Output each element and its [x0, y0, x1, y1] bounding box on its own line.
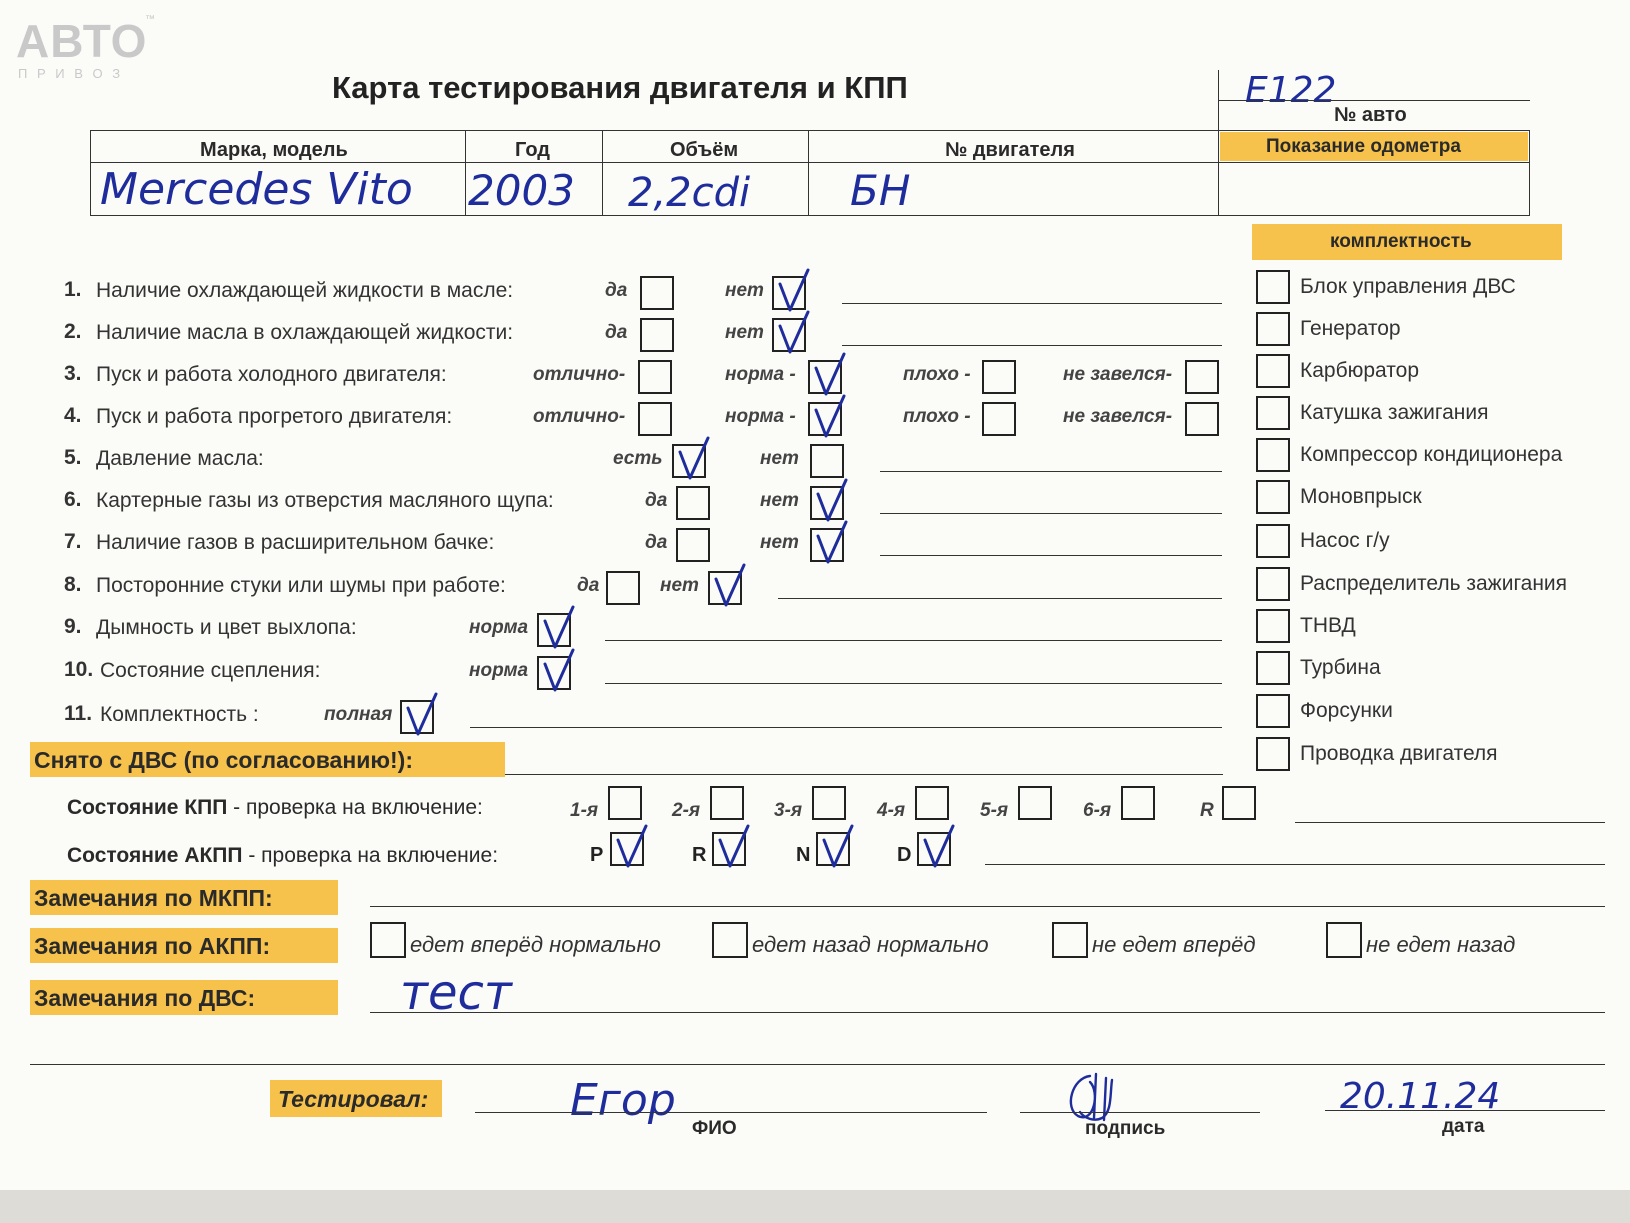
- question-5-option-label-2: нет: [760, 448, 799, 469]
- completeness-item-label-11: Форсунки: [1300, 699, 1393, 722]
- akpp-remark-box-3[interactable]: [1052, 922, 1088, 958]
- volume-value[interactable]: 2,2cdi: [628, 170, 751, 216]
- completeness-item-label-9: ТНВД: [1300, 614, 1356, 637]
- question-3-option-label-1: отлично-: [533, 364, 626, 385]
- odometer-label: Показание одометра: [1266, 136, 1461, 157]
- question-6-notes-line[interactable]: [880, 513, 1222, 514]
- completeness-checkbox-8[interactable]: [1256, 567, 1290, 601]
- completeness-item-label-4: Катушка зажигания: [1300, 401, 1489, 424]
- question-4-option-label-3: плохо -: [903, 406, 971, 427]
- question-7-option-label-2: нет: [760, 532, 799, 553]
- date-label: дата: [1442, 1116, 1485, 1137]
- question-2-option-box-1[interactable]: [640, 318, 674, 352]
- kpp-gear-box-2[interactable]: [710, 786, 744, 820]
- completeness-item-label-1: Блок управления ДВС: [1300, 275, 1516, 298]
- paper-bottom-edge: [0, 1190, 1630, 1223]
- question-5-option-label-1: есть: [613, 448, 663, 469]
- kpp-gear-box-1[interactable]: [608, 786, 642, 820]
- question-6-option-label-2: нет: [760, 490, 799, 511]
- question-3-option-label-2: норма -: [725, 364, 796, 385]
- removed-line[interactable]: [505, 774, 1223, 775]
- akpp-remark-box-1[interactable]: [370, 922, 406, 958]
- completeness-checkbox-7[interactable]: [1256, 524, 1290, 558]
- removed-label: Снято с ДВС (по согласованию!):: [34, 747, 413, 773]
- question-9-notes-line[interactable]: [605, 640, 1222, 641]
- col-volume: Объём: [670, 139, 739, 161]
- question-2-notes-line[interactable]: [842, 345, 1222, 346]
- question-2-option-label-2: нет: [725, 322, 764, 343]
- completeness-checkbox-10[interactable]: [1256, 651, 1290, 685]
- question-7-option-box-1[interactable]: [676, 528, 710, 562]
- kpp-gear-label-7: R: [1200, 800, 1214, 821]
- question-3-option-box-4[interactable]: [1185, 360, 1219, 394]
- question-4-option-box-1[interactable]: [638, 402, 672, 436]
- question-4-option-box-3[interactable]: [982, 402, 1016, 436]
- make-model-value[interactable]: Mercedes Vito: [100, 164, 413, 215]
- fio-label: ФИО: [692, 1118, 737, 1139]
- question-number-1: 1.: [64, 278, 82, 301]
- logo-text: АВТО: [16, 15, 148, 67]
- question-8-option-label-2: нет: [660, 575, 699, 596]
- completeness-item-label-7: Насос г/у: [1300, 529, 1390, 552]
- question-1-option-label-1: да: [605, 280, 628, 301]
- completeness-item-label-8: Распределитель зажигания: [1300, 572, 1568, 595]
- auto-number-label: № авто: [1334, 104, 1407, 126]
- question-text-8: Посторонние стуки или шумы при работе:: [96, 574, 506, 597]
- completeness-checkbox-4[interactable]: [1256, 396, 1290, 430]
- question-text-10: Состояние сцепления:: [100, 659, 321, 682]
- question-7-notes-line[interactable]: [880, 555, 1222, 556]
- completeness-item-label-6: Моновпрыск: [1300, 485, 1422, 508]
- question-5-notes-line[interactable]: [880, 471, 1222, 472]
- completeness-item-label-12: Проводка двигателя: [1300, 742, 1498, 765]
- year-value[interactable]: 2003: [468, 166, 575, 215]
- question-number-7: 7.: [64, 530, 82, 553]
- question-6-option-box-1[interactable]: [676, 486, 710, 520]
- question-1-option-box-1[interactable]: [640, 276, 674, 310]
- akpp-remark-box-4[interactable]: [1326, 922, 1362, 958]
- signature-label: подпись: [1085, 1118, 1166, 1139]
- question-number-2: 2.: [64, 320, 82, 343]
- question-10-notes-line[interactable]: [605, 683, 1222, 684]
- akpp-gear-label-1: P: [590, 844, 604, 866]
- question-text-1: Наличие охлаждающей жидкости в масле:: [96, 279, 514, 302]
- question-number-11: 11.: [64, 702, 93, 725]
- question-number-4: 4.: [64, 404, 82, 427]
- kpp-title: Состояние КПП - проверка на включение:: [67, 796, 483, 819]
- completeness-checkbox-1[interactable]: [1256, 270, 1290, 304]
- question-text-4: Пуск и работа прогретого двигателя:: [96, 405, 453, 428]
- question-text-11: Комплектность :: [100, 703, 259, 726]
- akpp-gear-label-2: R: [692, 844, 707, 866]
- question-3-option-box-1[interactable]: [638, 360, 672, 394]
- question-4-option-label-2: норма -: [725, 406, 796, 427]
- question-number-9: 9.: [64, 615, 82, 638]
- mkpp-remarks-label: Замечания по МКПП:: [34, 885, 273, 911]
- question-1-option-label-2: нет: [725, 280, 764, 301]
- question-number-10: 10.: [64, 658, 94, 681]
- question-text-7: Наличие газов в расширительном бачке:: [96, 531, 495, 554]
- completeness-item-label-10: Турбина: [1300, 656, 1381, 679]
- dvs-remarks-value[interactable]: тест: [400, 965, 512, 1021]
- kpp-gear-label-2: 2-я: [672, 800, 701, 821]
- kpp-gear-label-4: 4-я: [877, 800, 906, 821]
- question-6-option-label-1: да: [645, 490, 668, 511]
- completeness-checkbox-12[interactable]: [1256, 737, 1290, 771]
- akpp-remark-label-3: не едет вперёд: [1092, 932, 1256, 957]
- question-11-option-label-1: полная: [324, 704, 393, 725]
- kpp-gear-box-7[interactable]: [1222, 786, 1256, 820]
- col-make-model: Марка, модель: [200, 139, 348, 161]
- kpp-gear-label-3: 3-я: [774, 800, 803, 821]
- completeness-title: комплектность: [1330, 231, 1472, 252]
- question-4-option-box-4[interactable]: [1185, 402, 1219, 436]
- logo-subtitle: П Р И В О З: [18, 66, 124, 81]
- akpp-remarks-label: Замечания по АКПП:: [34, 933, 271, 959]
- akpp-gear-label-4: D: [897, 844, 912, 866]
- completeness-item-label-5: Компрессор кондиционера: [1300, 443, 1563, 466]
- completeness-item-label-2: Генератор: [1300, 317, 1401, 340]
- akpp-title: Состояние АКПП - проверка на включение:: [67, 844, 499, 867]
- question-4-option-label-1: отлично-: [533, 406, 626, 427]
- question-3-option-box-3[interactable]: [982, 360, 1016, 394]
- question-11-notes-line[interactable]: [470, 727, 1222, 728]
- question-text-2: Наличие масла в охлаждающей жидкости:: [96, 321, 514, 344]
- engine-number-value[interactable]: БН: [850, 166, 911, 215]
- akpp-remark-box-2[interactable]: [712, 922, 748, 958]
- question-4-option-label-4: не завелся-: [1063, 406, 1173, 427]
- completeness-checkbox-11[interactable]: [1256, 694, 1290, 728]
- tested-label: Тестировал:: [278, 1086, 429, 1112]
- page-title: Карта тестирования двигателя и КПП: [332, 70, 908, 105]
- kpp-gear-box-5[interactable]: [1018, 786, 1052, 820]
- question-number-5: 5.: [64, 446, 82, 469]
- question-3-option-label-3: плохо -: [903, 364, 971, 385]
- akpp-remark-label-4: не едет назад: [1366, 932, 1516, 957]
- question-text-5: Давление масла:: [96, 447, 264, 470]
- kpp-gear-box-3[interactable]: [812, 786, 846, 820]
- question-5-option-box-2[interactable]: [810, 444, 844, 478]
- kpp-gear-label-5: 5-я: [980, 800, 1009, 821]
- tester-name[interactable]: Егор: [570, 1075, 676, 1126]
- kpp-gear-box-4[interactable]: [915, 786, 949, 820]
- akpp-remark-label-2: едет назад нормально: [752, 932, 989, 957]
- question-number-6: 6.: [64, 488, 82, 511]
- date-value[interactable]: 20.11.24: [1340, 1076, 1501, 1117]
- question-8-notes-line[interactable]: [778, 598, 1222, 599]
- kpp-gear-label-1: 1-я: [570, 800, 599, 821]
- col-year: Год: [515, 139, 550, 161]
- kpp-gear-label-6: 6-я: [1083, 800, 1112, 821]
- col-engine-number: № двигателя: [945, 139, 1075, 161]
- question-10-option-label-1: норма: [469, 660, 529, 681]
- completeness-checkbox-3[interactable]: [1256, 354, 1290, 388]
- question-9-option-label-1: норма: [469, 617, 529, 638]
- kpp-gear-box-6[interactable]: [1121, 786, 1155, 820]
- completeness-checkbox-5[interactable]: [1256, 438, 1290, 472]
- question-8-option-box-1[interactable]: [606, 571, 640, 605]
- question-1-notes-line[interactable]: [842, 303, 1222, 304]
- question-text-6: Картерные газы из отверстия масляного щупа:: [96, 489, 554, 512]
- completeness-checkbox-9[interactable]: [1256, 609, 1290, 643]
- question-3-option-label-4: не завелся-: [1063, 364, 1173, 385]
- completeness-item-label-3: Карбюратор: [1300, 359, 1420, 382]
- dvs-remarks-label: Замечания по ДВС:: [34, 985, 256, 1011]
- question-number-3: 3.: [64, 362, 82, 385]
- question-2-option-label-1: да: [605, 322, 628, 343]
- completeness-checkbox-2[interactable]: [1256, 312, 1290, 346]
- auto-number-value: E122: [1245, 70, 1337, 111]
- question-8-option-label-1: да: [577, 575, 600, 596]
- akpp-gear-label-3: N: [796, 844, 811, 866]
- completeness-checkbox-6[interactable]: [1256, 480, 1290, 514]
- question-text-3: Пуск и работа холодного двигателя:: [96, 363, 447, 386]
- logo-tm: ™: [145, 14, 155, 25]
- question-text-9: Дымность и цвет выхлопа:: [96, 616, 357, 639]
- question-7-option-label-1: да: [645, 532, 668, 553]
- question-number-8: 8.: [64, 573, 82, 596]
- akpp-remark-label-1: едет вперёд нормально: [410, 932, 661, 957]
